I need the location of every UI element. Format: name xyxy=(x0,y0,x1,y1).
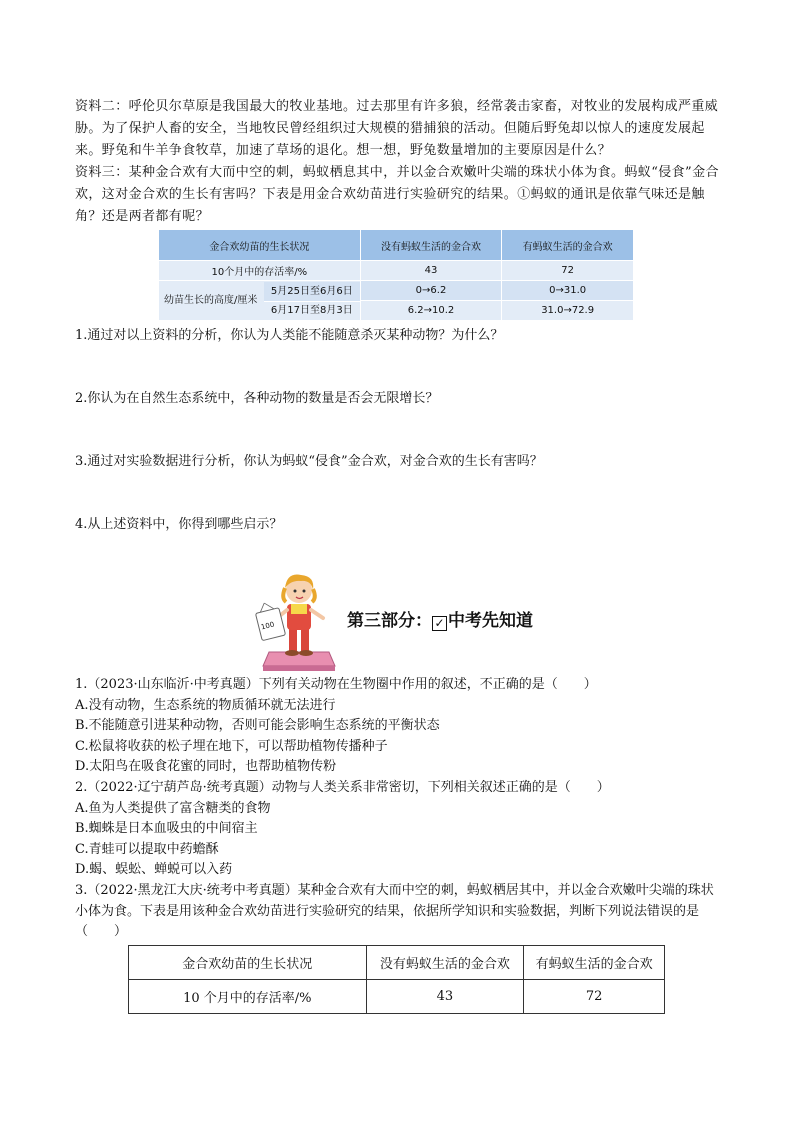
table-cell: 10个月中的存活率/% xyxy=(159,261,361,281)
mc-option: A.鱼为人类提供了富含糖类的食物 xyxy=(75,800,271,816)
mc-option: B.不能随意引进某种动物，否则可能会影响生态系统的平衡状态 xyxy=(75,718,440,733)
mc-option: C.青蛙可以提取中药蟾酥 xyxy=(75,841,219,857)
table-cell: 31.0→72.9 xyxy=(502,301,634,321)
table-cell: 6.2→10.2 xyxy=(360,301,502,321)
experiment-table xyxy=(158,229,634,321)
section-title-text: 第三部分： xyxy=(347,611,432,631)
table-row xyxy=(159,261,634,281)
table-header: 有蚂蚁生活的金合欢 xyxy=(502,230,634,261)
mc-question-stem: 3.（2022·黑龙江大庆·统考中考真题）某种金合欢有大而中空的刺，蚂蚁栖居其中，并以金合欢嫩叶尖端的珠状小体为食。下表是用该种金合欢幼苗进行实验研究的结果，依据所学知识和实验数据，判断下列说法错误的是（ ） xyxy=(75,883,714,939)
table-header-row xyxy=(159,230,634,261)
question-2: 2.你认为在自然生态系统中，各种动物的数量是否会无限增长？ xyxy=(75,391,439,406)
table-cell: 72 xyxy=(524,980,665,1014)
table-cell: 72 xyxy=(502,261,634,281)
height-label: 幼苗生长的高度/厘米 xyxy=(164,295,258,306)
mc-option: D.蝎、蜈蚣、蝉蜕可以入药 xyxy=(75,862,233,877)
table-header: 金合欢幼苗的生长状况 xyxy=(159,230,361,261)
mc-question-2 xyxy=(75,778,735,881)
mc-option: A.没有动物，生态系统的物质循环就无法进行 xyxy=(75,697,336,713)
mc-question-3 xyxy=(75,881,725,943)
mc-option: B.蜘蛛是日本血吸虫的中间宿主 xyxy=(75,821,258,836)
table-cell: 0→31.0 xyxy=(502,281,634,301)
period-label: 5月25日至6月6日 xyxy=(264,282,360,302)
table-header: 金合欢幼苗的生长状况 xyxy=(129,946,367,980)
table-cell: 0→6.2 xyxy=(360,281,502,301)
mc-question-stem: 2.（2022·辽宁葫芦岛·统考真题）动物与人类关系非常密切，下列相关叙述正确的是（ ） xyxy=(75,780,610,795)
table-cell xyxy=(159,281,361,321)
question-1: 1.通过对以上资料的分析，你认为人类能不能随意杀灭某种动物？为什么？ xyxy=(75,328,504,343)
sign-label: 100 xyxy=(260,620,276,632)
table-cell: 43 xyxy=(366,980,524,1014)
checkbox-icon: ✓ xyxy=(432,616,447,631)
question-3-table xyxy=(128,945,665,1014)
material-2-paragraph: 资料二：呼伦贝尔草原是我国最大的牧业基地。过去那里有许多狼，经常袭击家畜，对牧业的发展构成严重威胁。为了保护人畜的安全，当地牧民曾经组织过大规模的猎捕狼的活动。但随后野兔却以惊人的速度发展起来。野兔和牛羊争食牧草，加速了草场的退化。想一想，野兔数量增加的主要原因是什么？ xyxy=(75,99,719,158)
table-header-row xyxy=(129,946,665,980)
section-title xyxy=(347,606,533,631)
table-header: 有蚂蚁生活的金合欢 xyxy=(524,946,665,980)
section-banner xyxy=(255,570,555,675)
mc-question-stem: 1.（2023·山东临沂·中考真题）下列有关动物在生物圈中作用的叙述，不正确的是（ ） xyxy=(75,677,597,692)
mc-question-1 xyxy=(75,675,735,778)
section-title-text-2: 中考先知道 xyxy=(448,611,533,631)
mc-option: D.太阳鸟在吸食花蜜的同时，也帮助植物传粉 xyxy=(75,759,337,774)
table-cell: 10 个月中的存活率/% xyxy=(129,980,367,1014)
table-header: 没有蚂蚁生活的金合欢 xyxy=(366,946,524,980)
table-row xyxy=(129,980,665,1014)
material-3-paragraph: 资料三：某种金合欢有大而中空的刺，蚂蚁栖息其中，并以金合欢嫩叶尖端的珠状小体为食。蚂蚁“侵食”金合欢，这对金合欢的生长有害吗？下表是用金合欢幼苗进行实验研究的结果。①蚂蚁的通讯是依靠气味还是触角？还是两者都有呢？ xyxy=(75,165,719,224)
table-cell: 43 xyxy=(360,261,502,281)
table-header: 没有蚂蚁生活的金合欢 xyxy=(360,230,502,261)
question-4: 4.从上述资料中，你得到哪些启示？ xyxy=(75,517,283,532)
table-row xyxy=(159,281,634,301)
question-3: 3.通过对实验数据进行分析，你认为蚂蚁“侵食”金合欢，对金合欢的生长有害吗？ xyxy=(75,454,543,469)
mc-option: C.松鼠将收获的松子埋在地下，可以帮助植物传播种子 xyxy=(75,738,388,754)
period-label: 6月17日至8月3日 xyxy=(264,302,360,320)
